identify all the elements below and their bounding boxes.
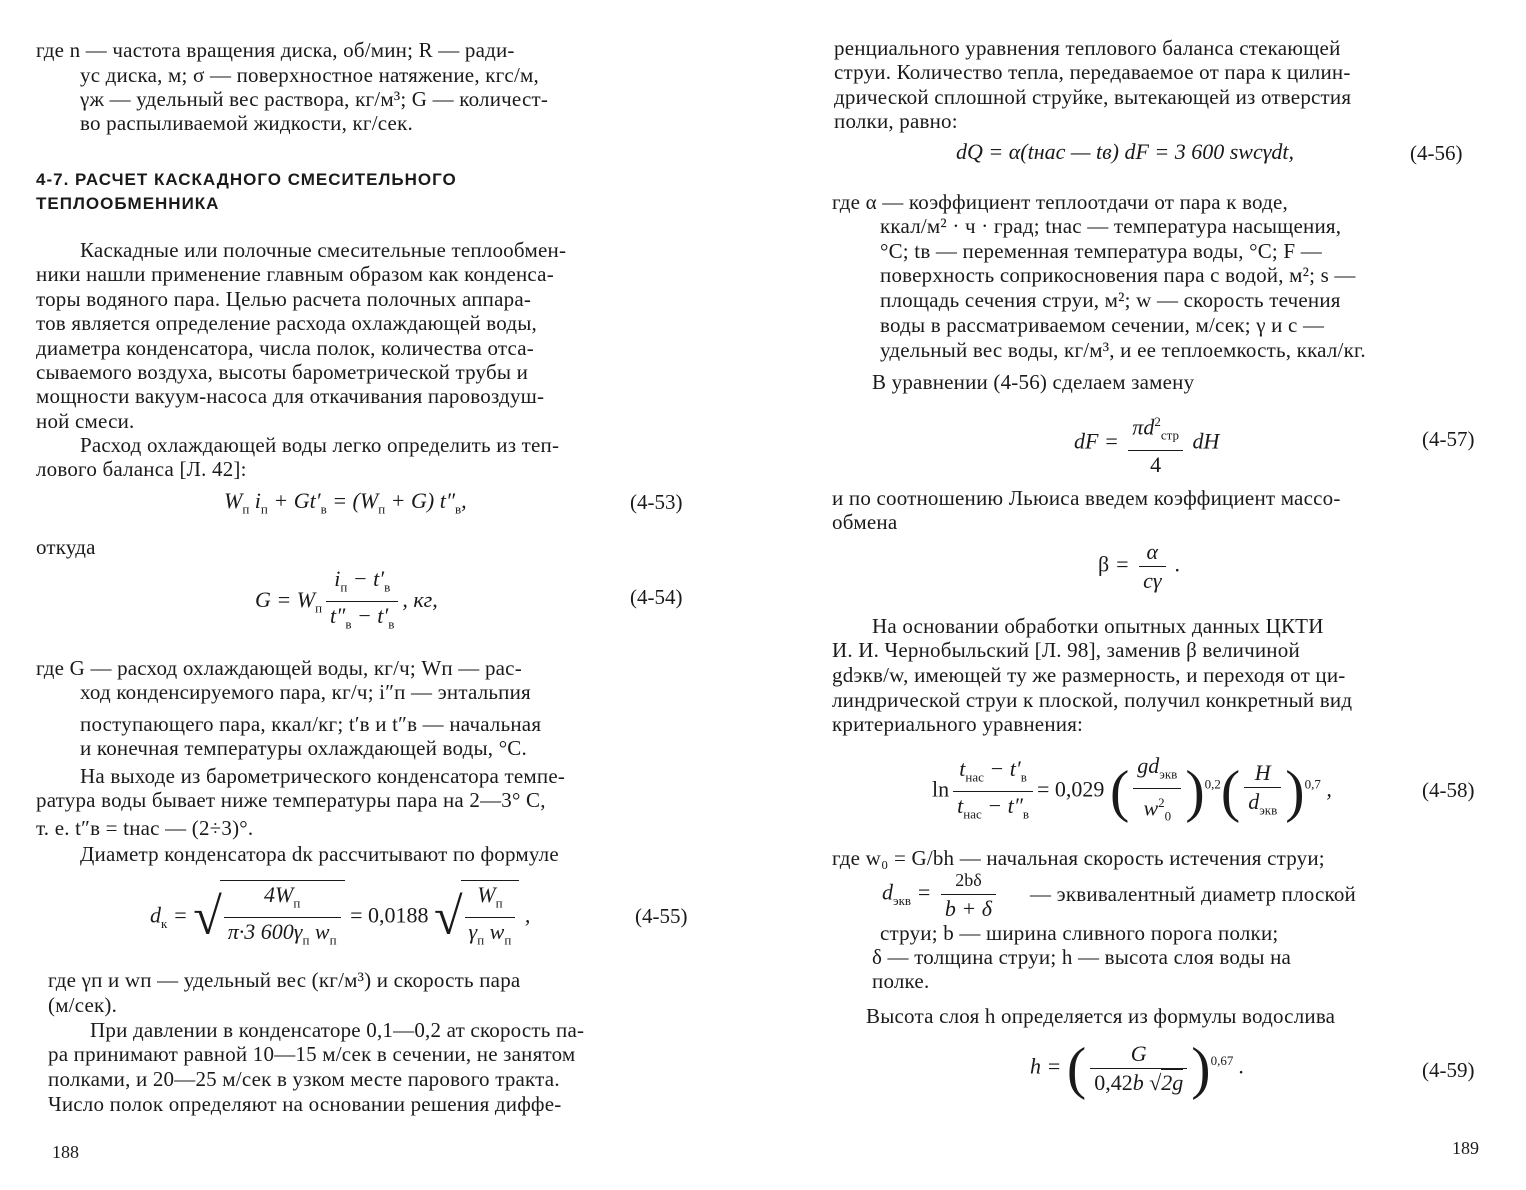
where1-line-5: площадь сечения струи, м²; w — скорость течения	[880, 288, 1341, 312]
where1-line-6: воды в рассматриваемом сечении, м/сек; γ и c —	[880, 313, 1325, 337]
equation-4-59: h = ( $\frac{G}{0,42b √2g}$ )$^{0,67}$ .	[1030, 1035, 1245, 1101]
para3-line-4: Диаметр конденсатора dк рассчитывают по формуле	[80, 842, 559, 866]
equation-4-57: dF = $\frac{\pi d^2_{стр}}{4}$ dH	[1074, 408, 1219, 479]
top-line-3: дрической сплошной струйке, вытекающей из отверстия	[834, 85, 1352, 109]
where2-line-2: ход конденсируемого пара, кг/ч; i″п — энтальпия	[80, 680, 531, 704]
equation-4-55-coef: = 0,0188	[350, 902, 429, 928]
equation-4-59-number: (4-59)	[1422, 1058, 1475, 1082]
equation-4-54: $G = W_п$ $\frac{i_п - t'_в}{t''_в - t'_в}$ , кг,	[255, 566, 438, 632]
where3-line-1: где γп и wп — удельный вес (кг/м³) и скорость пара	[48, 968, 521, 992]
para2-line-1: Расход охлаждающей воды легко определить из теп-	[80, 433, 560, 457]
where1-line-7: удельный вес воды, кг/м³, и ее теплоемкость, ккал/кг.	[880, 338, 1366, 362]
para4-line-3: полками, и 20—25 м/сек в узком месте парового тракта.	[48, 1067, 560, 1091]
top-line-1: ренциального уравнения теплового баланса стекающей	[834, 36, 1341, 60]
para1-line-3: торы водяного пара. Целью расчета полочных аппара-	[36, 287, 532, 311]
equation-4-56-number: (4-56)	[1410, 141, 1463, 165]
para1-line-2: ники нашли применение главным образом как конденса-	[36, 262, 554, 286]
para-exp-line-2: И. И. Чернобыльский [Л. 98], заменив β величиной	[832, 638, 1300, 662]
equation-4-55: $d_к$ = √ $\frac{4W_п}{\pi\cdot 3 600\gamma_п w_п}$ = 0,0188 √ $\frac{W_п}{\gamma_п w_п}$ ,	[150, 880, 530, 955]
para1-line-6: сываемого воздуха, высоты барометрической трубы и	[36, 360, 529, 384]
para1-line-8: ной смеси.	[36, 409, 135, 433]
para-exp-line-1: На основании обработки опытных данных ЦКТИ	[872, 614, 1324, 638]
where1-line-4: поверхность соприкосновения пара с водой, м²; s —	[880, 263, 1356, 287]
para3-line-2: ратура воды бывает ниже температуры пара на 2—3° С,	[36, 788, 546, 812]
para4-line-1: При давлении в конденсаторе 0,1—0,2 ат скорость па-	[90, 1018, 585, 1042]
where2-first-line: где w₀ = G/bh — начальная скорость истечения струи;	[832, 846, 1325, 870]
para-exp-line-3: gdэкв/w, имеющей ту же размерность, и переходя от ци-	[832, 663, 1346, 687]
equation-4-58: ln $\frac{t_{нас} - t'_в}{t_{нас} - t''_в}$ = 0,029 ( $\frac{gd_{экв}}{w^2_0}$ )$^{0,2}$( $\frac{H}{d_{экв}}$ )$^{0,7}$ ,	[932, 753, 1332, 825]
para-h: Высота слоя h определяется из формулы водослива	[866, 1004, 1336, 1028]
equation-dekv: $d_{экв}$ = $\frac{2b\delta}{b + \delta}$	[882, 866, 1000, 923]
para1-line-7: мощности вакуум-насоса для откачивания паровоздуш-	[36, 384, 545, 408]
where2-line-3: поступающего пара, ккал/кг; t′в и t″в — начальная	[80, 712, 542, 736]
right-page	[790, 0, 1526, 1190]
equation-4-55-number: (4-55)	[635, 904, 688, 928]
equation-beta: β = $\frac{\alpha}{c\gamma}$ .	[1098, 539, 1181, 593]
page-number-right: 189	[1452, 1138, 1479, 1158]
lewis-line-1: и по соотношению Льюиса введем коэффициент массо-	[832, 486, 1341, 510]
equation-4-57-number: (4-57)	[1422, 427, 1475, 451]
section-title-line-2: ТЕПЛООБМЕННИКА	[36, 194, 220, 213]
equation-4-54-unit: , кг,	[402, 586, 438, 612]
where2-line-4: полке.	[872, 969, 930, 993]
equation-4-58-coef: = 0,029	[1037, 776, 1105, 802]
otkuda-text: откуда	[36, 535, 96, 559]
para-exp-line-5: критериального уравнения:	[832, 712, 1084, 736]
intro-line-3: γж — удельный вес раствора, кг/м³; G — количест-	[80, 87, 549, 111]
where3-line-2: (м/сек).	[48, 993, 118, 1017]
where2-line-4: и конечная температуры охлаждающей воды, °C.	[80, 736, 527, 760]
equation-4-53: $W_п$ $i_п + Gt'_в = (W_п + G)$ $t''_в$,	[224, 488, 467, 517]
equation-4-56: dQ = α(tнас — tв) dF = 3 600 swcγdt,	[956, 139, 1295, 164]
where1-line-3: °C; tв — переменная температура воды, °C; F —	[880, 239, 1322, 263]
section-title-line-1: 4-7. РАСЧЕТ КАСКАДНОГО СМЕСИТЕЛЬНОГО	[36, 170, 457, 189]
where2-line-1: где G — расход охлаждающей воды, кг/ч; Wп — рас-	[36, 656, 522, 680]
para-replace: В уравнении (4-56) сделаем замену	[872, 370, 1195, 394]
para3-line-3: т. е. t″в = tнас — (2÷3)°.	[36, 816, 254, 840]
where2-line-2: струи; b — ширина сливного порога полки;	[880, 921, 1279, 945]
para1-line-1: Каскадные или полочные смесительные теплообмен-	[80, 238, 567, 262]
para3-line-1: На выходе из барометрического конденсатора темпе-	[80, 764, 566, 788]
top-line-4: полки, равно:	[834, 109, 958, 133]
intro-line-2: ус диска, м; σ — поверхностное натяжение, кгс/м,	[80, 63, 539, 87]
para-exp-line-4: линдрической струи к плоской, получил конкретный вид	[832, 688, 1353, 712]
equation-4-53-number: (4-53)	[630, 490, 683, 514]
para4-line-4: Число полок определяют на основании решения диффе-	[48, 1092, 562, 1116]
equation-4-58-number: (4-58)	[1422, 778, 1475, 802]
dekv-description: — эквивалентный диаметр плоской	[1030, 882, 1356, 906]
para1-line-5: диаметра конденсатора, числа полок, количества отса-	[36, 336, 535, 360]
para2-line-2: лового баланса [Л. 42]:	[36, 457, 247, 481]
lewis-line-2: обмена	[832, 510, 898, 534]
where1-line-1: где α — коэффициент теплоотдачи от пара к воде,	[832, 190, 1289, 214]
top-line-2: струи. Количество тепла, передаваемое от пара к цилин-	[834, 60, 1351, 84]
intro-line-4: во распыливаемой жидкости, кг/сек.	[80, 111, 413, 135]
equation-4-54-number: (4-54)	[630, 585, 683, 609]
where2-line-3: δ — толщина струи; h — высота слоя воды на	[872, 945, 1292, 969]
page-number-left: 188	[52, 1142, 79, 1162]
intro-line-1: где n — частота вращения диска, об/мин; R — ради-	[36, 38, 515, 62]
para4-line-2: ра принимают равной 10—15 м/сек в сечении, не занятом	[48, 1042, 576, 1066]
where1-line-2: ккал/м² · ч · град; tнас — температура насыщения,	[880, 214, 1342, 238]
left-page	[0, 0, 740, 1190]
para1-line-4: тов является определение расхода охлаждающей воды,	[36, 311, 538, 335]
